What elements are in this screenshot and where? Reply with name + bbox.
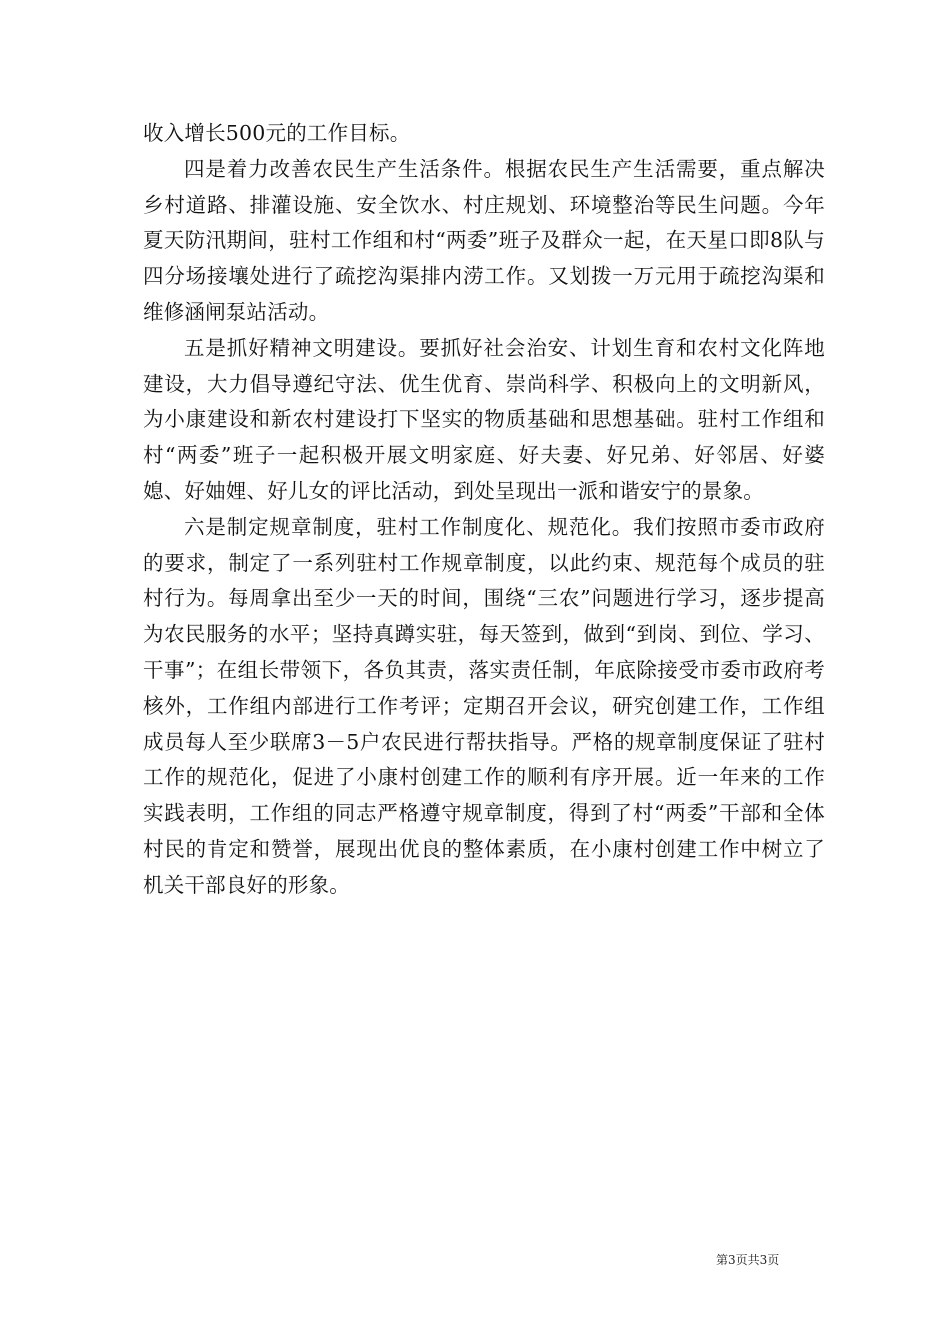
paragraph-item-5: 五是抓好精神文明建设。要抓好社会治安、计划生育和农村文化阵地建设，大力倡导遵纪守法、优生优育、崇尚科学、积极向上的文明新风，为小康建设和新农村建设打下坚实的物质基础和思想基础。驻村工作组和村“两委”班子一起积极开展文明家庭、好夫妻、好兄弟、好邻居、好婆媳、好妯娌、好儿女的评比活动，到处呈现出一派和谐安宁的景象。 [143,335,825,503]
paragraph-item-4: 四是着力改善农民生产生活条件。根据农民生产生活需要，重点解决乡村道路、排灌设施、安全饮水、村庄规划、环境整治等民生问题。今年夏天防汛期间，驻村工作组和村“两委”班子及群众一起，在天星口即8队与四分场接壤处进行了疏挖沟渠排内涝工作。又划拨一万元用于疏挖沟渠和维修涵闸泵站活动。 [143,156,825,324]
paragraph-item-6: 六是制定规章制度，驻村工作制度化、规范化。我们按照市委市政府的要求，制定了一系列驻村工作规章制度，以此约束、规范每个成员的驻村行为。每周拿出至少一天的时间，围绕“三农”问题进行学习，逐步提高为农民服务的水平；坚持真蹲实驻，每天签到，做到“到岗、到位、学习、干事”；在组长带领下，各负其责，落实责任制，年底除接受市委市政府考核外，工作组内部进行工作考评；定期召开会议，研究创建工作，工作组成员每人至少联席3－5户农民进行帮扶指导。严格的规章制度保证了驻村工作的规范化，促进了小康村创建工作的顺利有序开展。近一年来的工作实践表明，工作组的同志严格遵守规章制度，得到了村“两委”干部和全体村民的肯定和赞誉，展现出优良的整体素质，在小康村创建工作中树立了机关干部良好的形象。 [143,514,826,897]
document-body [143,116,825,904]
paragraph-continuation: 收入增长500元的工作目标。 [143,121,411,145]
page-number-footer: 第3页共3页 [716,1253,780,1267]
